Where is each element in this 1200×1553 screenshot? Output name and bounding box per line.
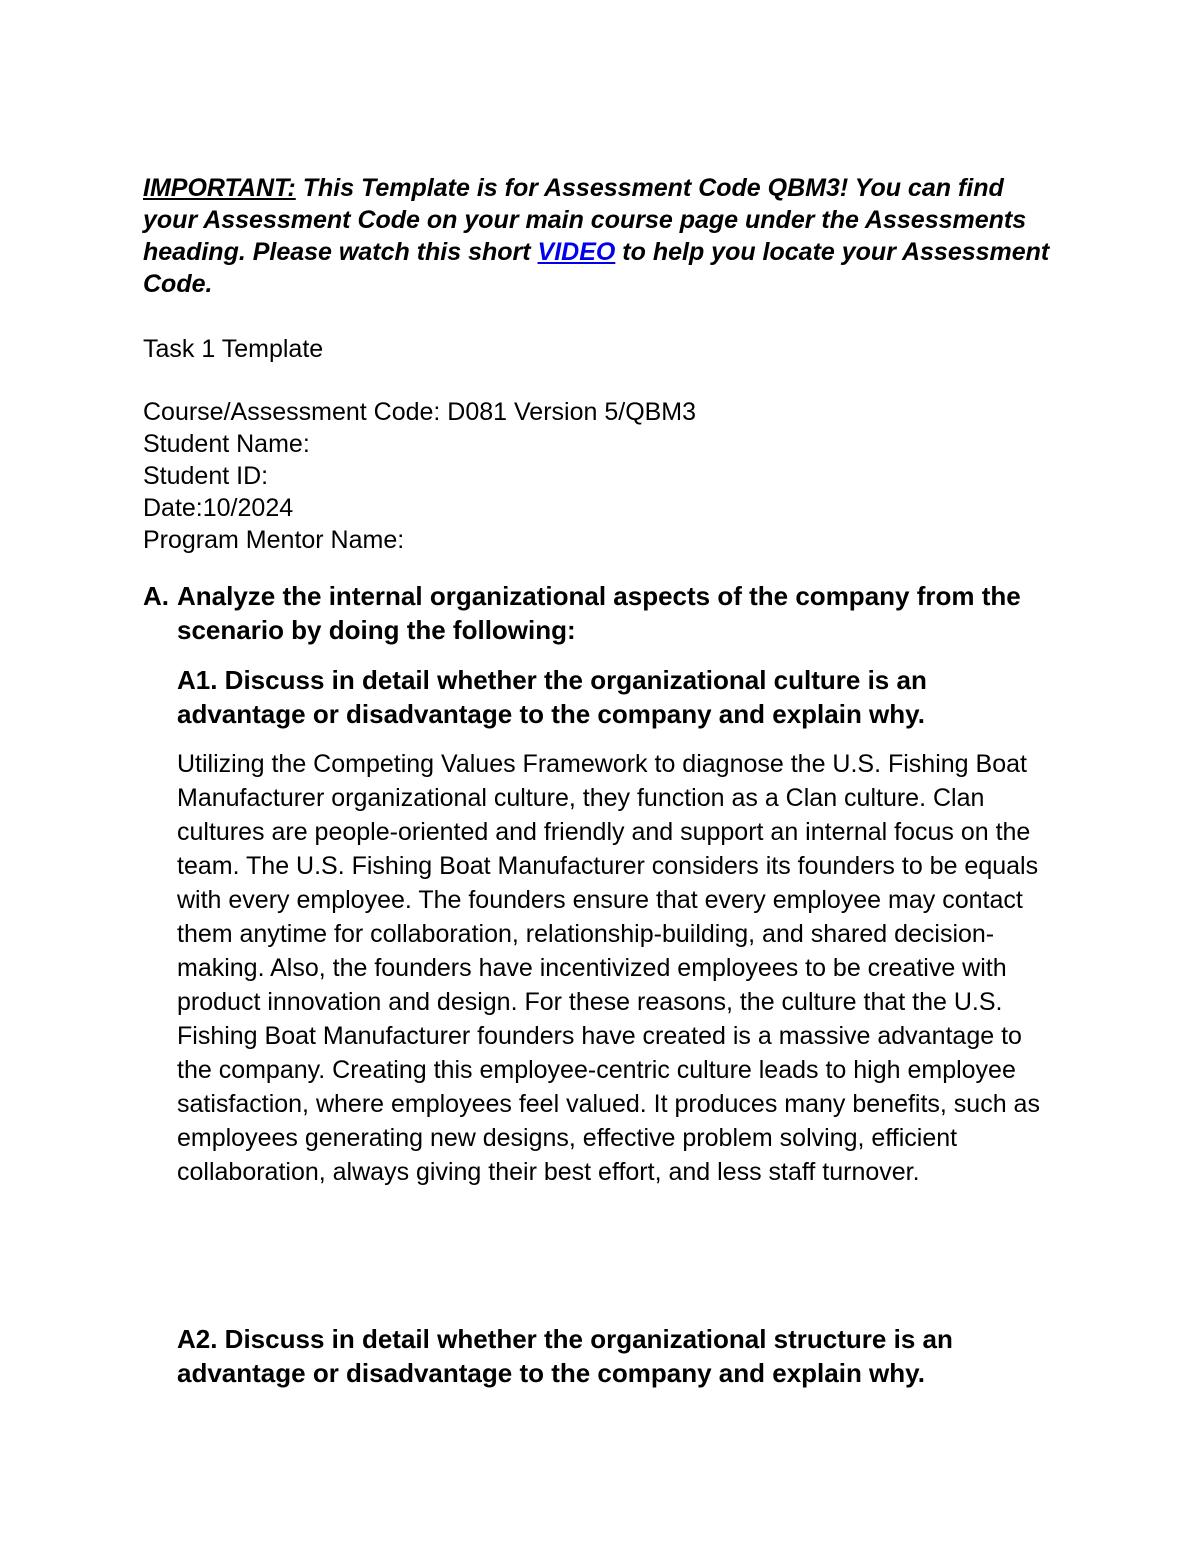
important-label: IMPORTANT: [143,174,296,202]
notice-text-before-link: This Template is for Assessment Code QBM3! You can find your Assessment Code on your main course page under the Assessments heading. Please watch this short [143,174,1027,266]
student-name-line: Student Name: [143,430,310,458]
notice-text-after-link: to help you locate your Assessment Code. [143,238,1050,298]
task-title: Task 1 Template [143,335,324,363]
video-link[interactable]: VIDEO [537,238,616,266]
a1-answer: Utilizing the Competing Values Framework to diagnose the U.S. Fishing Boat Manufacturer organizational culture, they function as a Clan culture. Clan cultures are people-oriented and friendly and support an internal focus on the team. The U.S. Fishing Boat Manufacturer considers its founders to be equals with every employee. The founders ensure that every employee may contact them anytime for collaboration, relationship-building, and shared decision-making. Also, the founders have incentivized employees to be creative with product innovation and design. For these reasons, the culture that the U.S. Fishing Boat Manufacturer founders have created is a massive advantage to the company. Creating this employee-centric culture leads to high employee satisfaction, where employees feel valued. It produces many benefits, such as employees generating new designs, effective problem solving, efficient collaboration, always giving their best effort, and less staff turnover. [177,750,1040,1186]
date-line: Date:10/2024 [143,494,294,522]
section-a-text: Analyze the internal organizational aspects of the company from the scenario by doing the following: [177,581,1021,645]
a2-heading: A2. Discuss in detail whether the organizational structure is an advantage or disadvantage to the company and explain why. [177,1324,953,1388]
mentor-name-line: Program Mentor Name: [143,526,405,554]
a1-heading: A1. Discuss in detail whether the organizational culture is an advantage or disadvantage to the company and explain why. [177,665,927,729]
section-a-marker: A. [143,581,169,611]
student-id-line: Student ID: [143,462,269,490]
assessment-notice [143,172,1063,300]
course-code-line: Course/Assessment Code: D081 Version 5/QBM3 [143,398,697,426]
student-info-block [143,396,1043,556]
section-a-heading [143,579,1043,647]
